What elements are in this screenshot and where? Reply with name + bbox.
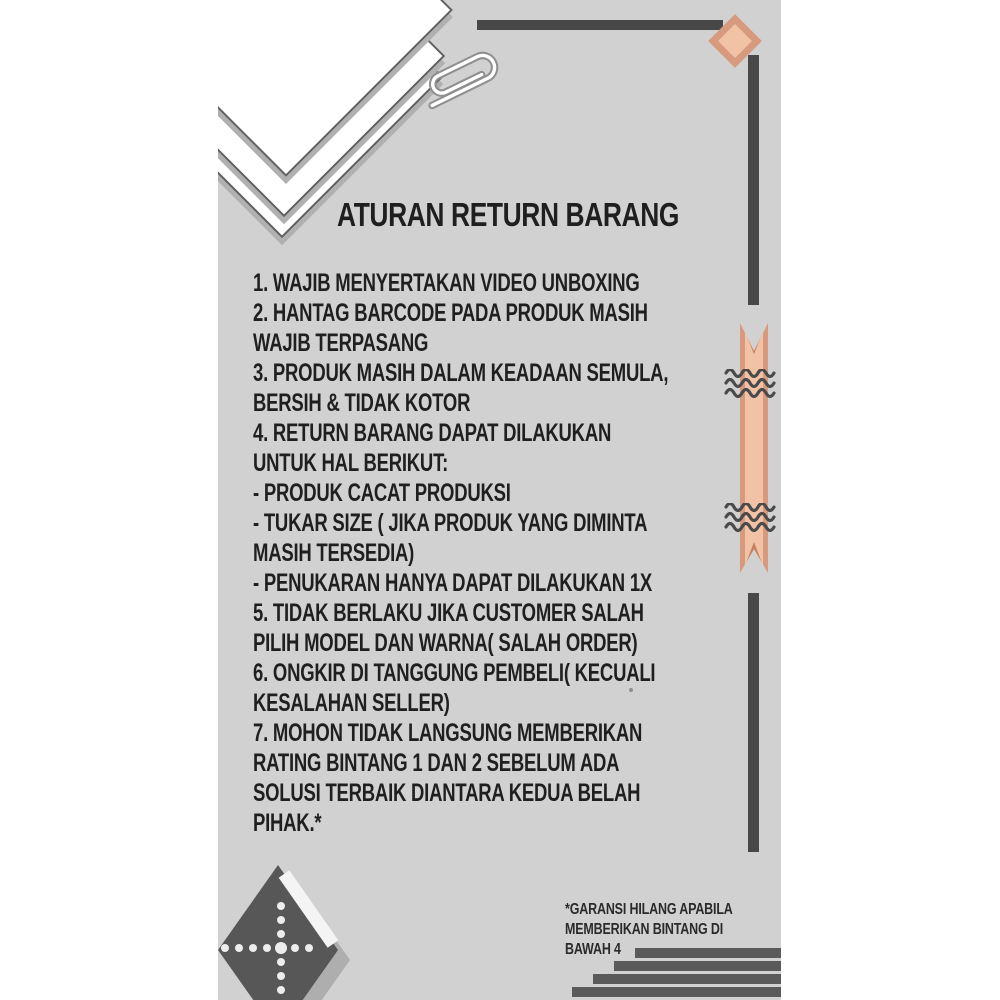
rule-line: BERSIH & TIDAK KOTOR <box>253 389 471 417</box>
dotted-cross-diamond-icon <box>218 860 358 1000</box>
rule-line: - TUKAR SIZE ( JIKA PRODUK YANG DIMINTA <box>253 509 648 537</box>
rule-line: 5. TIDAK BERLAKU JIKA CUSTOMER SALAH <box>253 599 644 627</box>
rule-line: RATING BINTANG 1 DAN 2 SEBELUM ADA <box>253 749 620 777</box>
rule-line: KESALAHAN SELLER) <box>253 689 450 717</box>
page-title: ATURAN RETURN BARANG <box>337 196 680 233</box>
right-frame-bar-bottom <box>748 593 759 852</box>
footnote-line: BAWAH 4 <box>565 941 621 958</box>
footnote-line: *GARANSI HILANG APABILA <box>565 901 733 918</box>
footer-bar <box>614 961 781 971</box>
footer-bar <box>635 948 781 958</box>
footnote-line: MEMBERIKAN BINTANG DI <box>565 921 724 938</box>
speck-dot <box>629 688 633 692</box>
rules-text <box>253 268 741 838</box>
right-frame-bar-top <box>748 55 759 305</box>
rule-line: 1. WAJIB MENYERTAKAN VIDEO UNBOXING <box>253 269 640 297</box>
rule-line: PILIH MODEL DAN WARNA( SALAH ORDER) <box>253 629 638 657</box>
footer-bar <box>572 987 781 997</box>
rule-line: 2. HANTAG BARCODE PADA PRODUK MASIH <box>253 299 648 327</box>
rule-line: 7. MOHON TIDAK LANGSUNG MEMBERIKAN <box>253 719 643 747</box>
footer-bar <box>593 974 781 984</box>
rule-line: - PRODUK CACAT PRODUKSI <box>253 479 511 507</box>
ribbon-icon <box>738 321 770 577</box>
rule-line: - PENUKARAN HANYA DAPAT DILAKUKAN 1X <box>253 569 653 597</box>
rule-line: UNTUK HAL BERIKUT: <box>253 449 449 477</box>
rule-line: 4. RETURN BARANG DAPAT DILAKUKAN <box>253 419 612 447</box>
poster-panel <box>218 0 781 1000</box>
rule-line: SOLUSI TERBAIK DIANTARA KEDUA BELAH <box>253 779 641 807</box>
rule-line: PIHAK.* <box>253 809 322 837</box>
top-frame-bar <box>477 20 723 30</box>
rule-line: WAJIB TERPASANG <box>253 329 429 357</box>
rule-line: 6. ONGKIR DI TANGGUNG PEMBELI( KECUALI <box>253 659 656 687</box>
rule-line: 3. PRODUK MASIH DALAM KEADAAN SEMULA, <box>253 359 669 387</box>
rule-line: MASIH TERSEDIA) <box>253 539 415 567</box>
